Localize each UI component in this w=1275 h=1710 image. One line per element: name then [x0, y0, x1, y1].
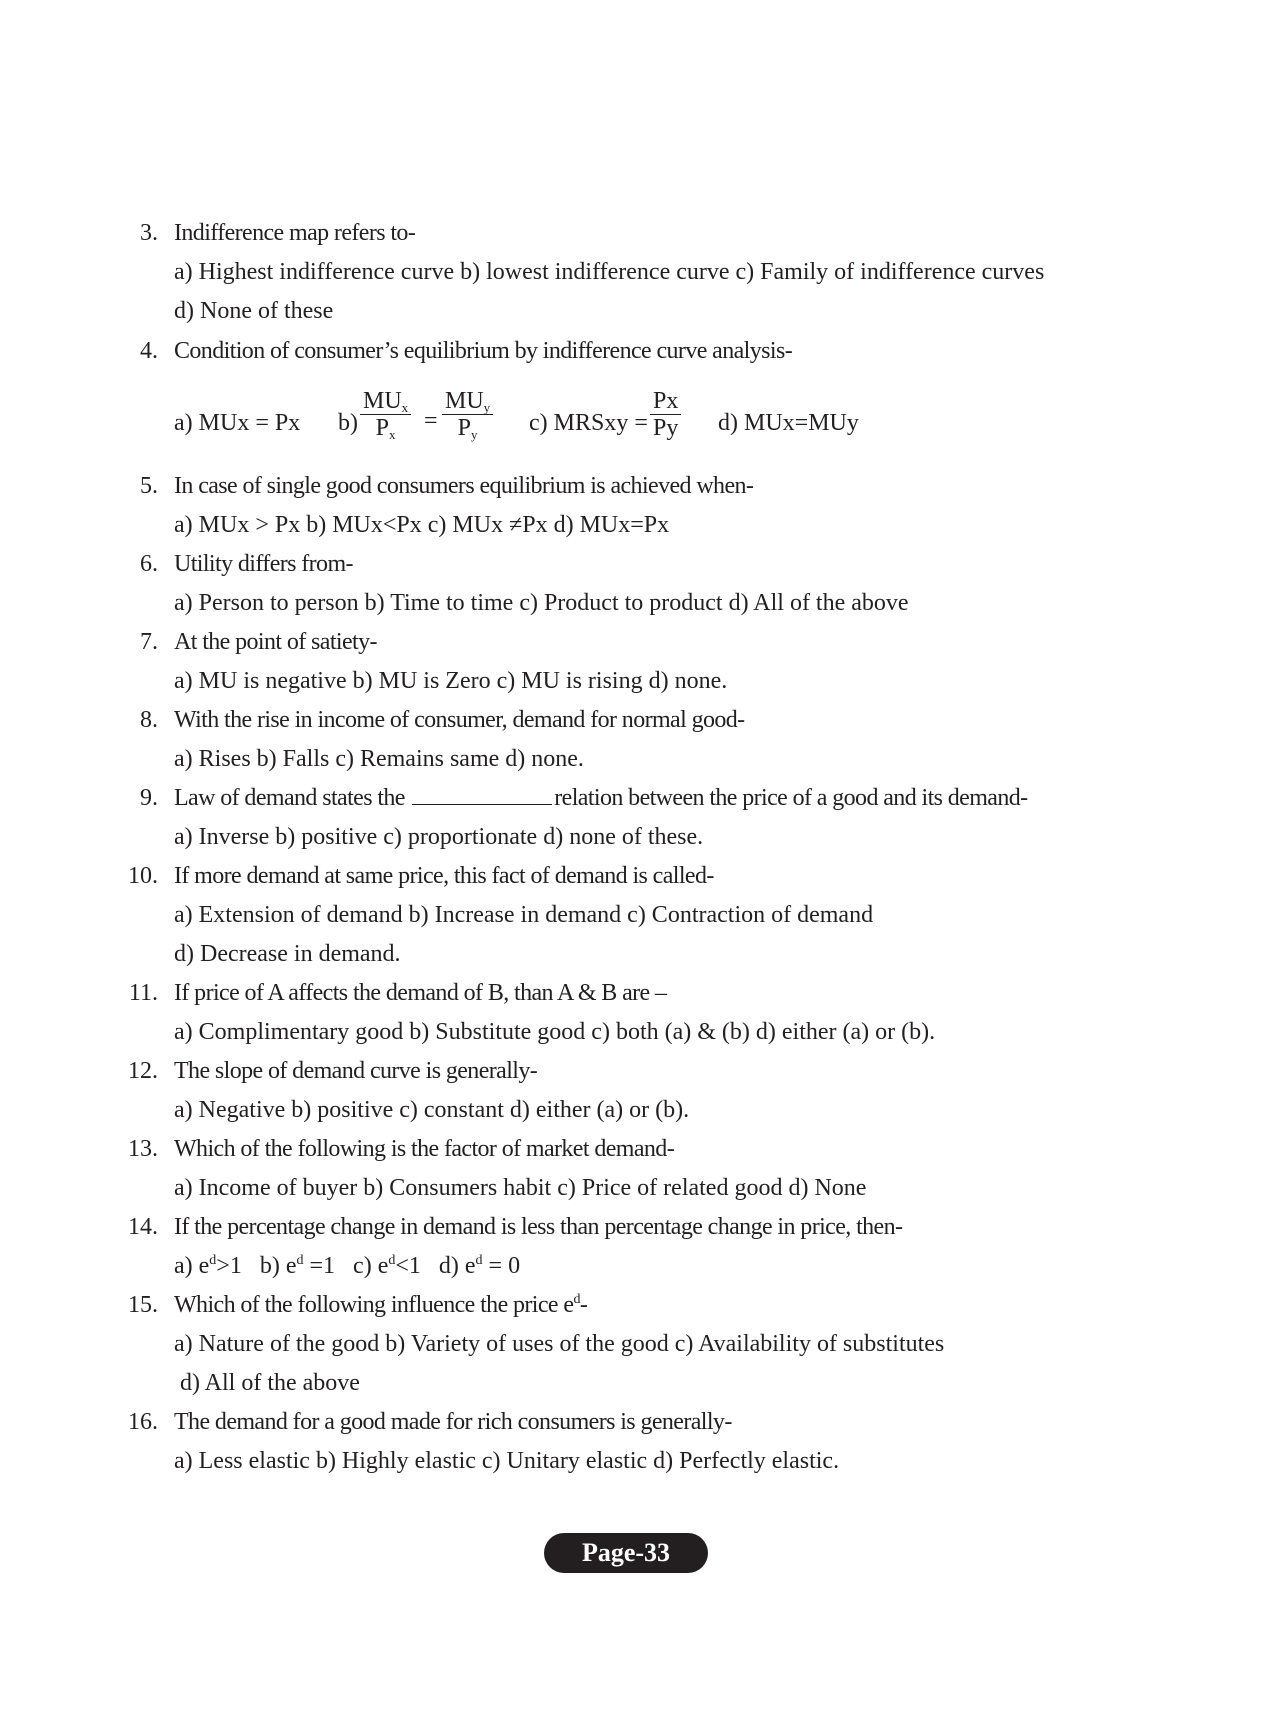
question-number: 16.: [128, 1409, 158, 1435]
option-d: d) $e^d = 0$: [438, 1253, 521, 1279]
option-a: a) MUx = Px: [174, 410, 301, 436]
question-text: Condition of consumer’s equilibrium by indifference curve analysis-: [174, 338, 793, 364]
fraction-px-over-py: $\frac{Px}{Py}$: [650, 388, 681, 441]
option-c-label: c) MRSxy =: [529, 410, 648, 436]
question-number: 15.: [128, 1292, 158, 1318]
question-text: Which of the following is the factor of market demand-: [174, 1136, 675, 1162]
question-text: With the rise in income of consumer, demand for normal good-: [174, 707, 745, 733]
option-b: b) $e^d =1$: [259, 1253, 336, 1279]
question-8-options: a) Rises b) Falls c) Remains same d) none.: [174, 746, 584, 772]
fraction-muy-over-py: $MU_y$ $P_y$: [442, 388, 493, 441]
question-number: 10.: [128, 863, 158, 889]
question-text: If the percentage change in demand is less than percentage change in price, then-: [174, 1214, 903, 1240]
question-text: The demand for a good made for rich consumers is generally-: [174, 1409, 732, 1435]
option-a: a) $e^d>1$: [174, 1253, 242, 1279]
question-number: 13.: [128, 1136, 158, 1162]
question-text: Indifference map refers to-: [174, 220, 416, 246]
question-number: 4.: [140, 338, 158, 364]
question-number: 7.: [140, 629, 158, 655]
page-number-badge: Page-33: [544, 1533, 708, 1573]
question-9-options: a) Inverse b) positive c) proportionate d) none of these.: [174, 824, 704, 850]
question-number: 5.: [140, 473, 158, 499]
option-b-label: b): [338, 410, 358, 436]
question-text-before-blank: Law of demand states the: [174, 785, 405, 811]
question-number: 12.: [128, 1058, 158, 1084]
question-text: The slope of demand curve is generally-: [174, 1058, 538, 1084]
question-text: In case of single good consumers equilibrium is achieved when-: [174, 473, 754, 499]
question-3-options-line-2: d) None of these: [174, 298, 334, 324]
question-12-options: a) Negative b) positive c) constant d) either (a) or (b).: [174, 1097, 690, 1123]
equals-sign: =: [424, 408, 438, 434]
question-text-after-blank: relation between the price of a good and its demand-: [554, 785, 1028, 811]
question-13-options: a) Income of buyer b) Consumers habit c) Price of related good d) None: [174, 1175, 867, 1201]
question-number: 8.: [140, 707, 158, 733]
question-14-options: [174, 1251, 532, 1281]
question-15-options-line-2: d) All of the above: [174, 1370, 360, 1396]
question-16-options: a) Less elastic b) Highly elastic c) Unitary elastic d) Perfectly elastic.: [174, 1448, 840, 1474]
question-5-options: a) MUx > Px b) MUx<Px c) MUx ≠Px d) MUx=Px: [174, 512, 670, 538]
question-15-options-line-1: a) Nature of the good b) Variety of uses of the good c) Availability of substitutes: [174, 1331, 945, 1357]
question-7-options: a) MU is negative b) MU is Zero c) MU is rising d) none.: [174, 668, 728, 694]
question-number: 6.: [140, 551, 158, 577]
question-6-options: a) Person to person b) Time to time c) Product to product d) All of the above: [174, 590, 909, 616]
question-number: 9.: [140, 785, 158, 811]
option-d: d) MUx=MUy: [718, 410, 859, 436]
question-10-options-line-2: d) Decrease in demand.: [174, 941, 401, 967]
question-text: At the point of satiety-: [174, 629, 377, 655]
fraction-mux-over-px: $MU_x$ $P_x$: [360, 388, 411, 441]
question-4-formula-options: [174, 388, 1074, 458]
question-text: Which of the following influence the price $e^d-$: [174, 1292, 588, 1318]
question-10-options-line-1: a) Extension of demand b) Increase in demand c) Contraction of demand: [174, 902, 874, 928]
fill-in-blank: [412, 784, 552, 805]
question-text: [174, 783, 1028, 813]
question-number: 11.: [128, 980, 158, 1006]
question-number: 14.: [128, 1214, 158, 1240]
option-c: c) $e^d<1$: [353, 1253, 421, 1279]
question-number: 3.: [140, 220, 158, 246]
question-text: If more demand at same price, this fact of demand is called-: [174, 863, 714, 889]
question-3-options-line-1: a) Highest indifference curve b) lowest indifference curve c) Family of indifference curves: [174, 259, 1045, 285]
question-11-options: a) Complimentary good b) Substitute good c) both (a) & (b) d) either (a) or (b).: [174, 1019, 936, 1045]
question-text: Utility differs from-: [174, 551, 353, 577]
question-text: If price of A affects the demand of B, than A & B are –: [174, 980, 667, 1006]
